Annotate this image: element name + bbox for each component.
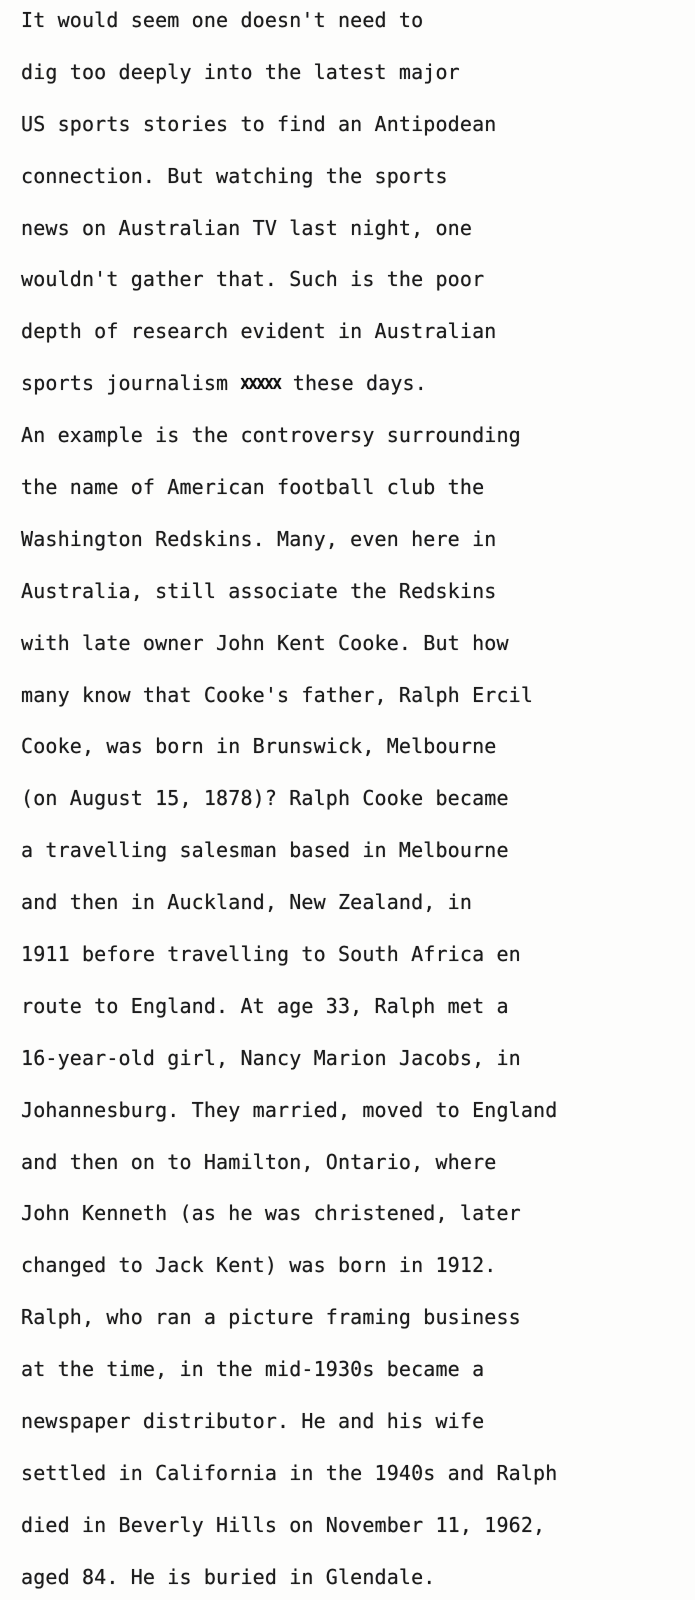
- text-line: wouldn't gather that. Such is the poor: [21, 267, 485, 292]
- text-line: [21, 365, 695, 417]
- text-line: Johannesburg. They married, moved to England: [21, 1097, 558, 1122]
- text-line: connection. But watching the sports: [21, 163, 448, 188]
- text-line: news on Australian TV last night, one: [21, 215, 473, 240]
- text-line: 16-year-old girl, Nancy Marion Jacobs, in: [21, 1045, 521, 1070]
- text-line: Washington Redskins. Many, even here in: [21, 526, 497, 551]
- text-line: route to England. At age 33, Ralph met a: [21, 993, 509, 1018]
- text-line: a travelling salesman based in Melbourne: [21, 838, 509, 863]
- text-line: US sports stories to find an Antipodean: [21, 111, 497, 136]
- text-line: dig too deeply into the latest major: [21, 59, 460, 84]
- text-line: died in Beverly Hills on November 11, 1962,: [21, 1512, 546, 1537]
- text-line: (on August 15, 1878)? Ralph Cooke became: [21, 786, 509, 811]
- text-line: John Kenneth (as he was christened, later: [21, 1201, 521, 1226]
- text-line: newspaper distributor. He and his wife: [21, 1409, 485, 1434]
- text-line: It would seem one doesn't need to: [21, 8, 424, 32]
- text-line: at the time, in the mid-1930s became a: [21, 1357, 485, 1382]
- typed-text-block: [21, 2, 695, 1611]
- text-line: the name of American football club the: [21, 475, 485, 500]
- text-line: aged 84. He is buried in Glendale.: [21, 1564, 436, 1589]
- text-line: depth of research evident in Australian: [21, 319, 497, 344]
- struck-out-word: XXXXX: [240, 366, 280, 402]
- text-line: Australia, still associate the Redskins: [21, 578, 497, 603]
- text-line: and then on to Hamilton, Ontario, where: [21, 1149, 497, 1174]
- text-line: changed to Jack Kent) was born in 1912.: [21, 1253, 497, 1278]
- text-line: Ralph, who ran a picture framing business: [21, 1305, 521, 1330]
- text-line: 1911 before travelling to South Africa en: [21, 942, 521, 967]
- text-line: An example is the controversy surrounding: [21, 423, 521, 448]
- text-line-end: these days.: [280, 371, 427, 396]
- text-line: many know that Cooke's father, Ralph Ercil: [21, 682, 534, 707]
- text-line: with late owner John Kent Cooke. But how: [21, 630, 509, 655]
- text-line: Cooke, was born in Brunswick, Melbourne: [21, 734, 497, 759]
- text-line: settled in California in the 1940s and Ralph: [21, 1460, 558, 1485]
- text-line: and then in Auckland, New Zealand, in: [21, 890, 473, 915]
- text-line-start: sports journalism: [21, 371, 229, 396]
